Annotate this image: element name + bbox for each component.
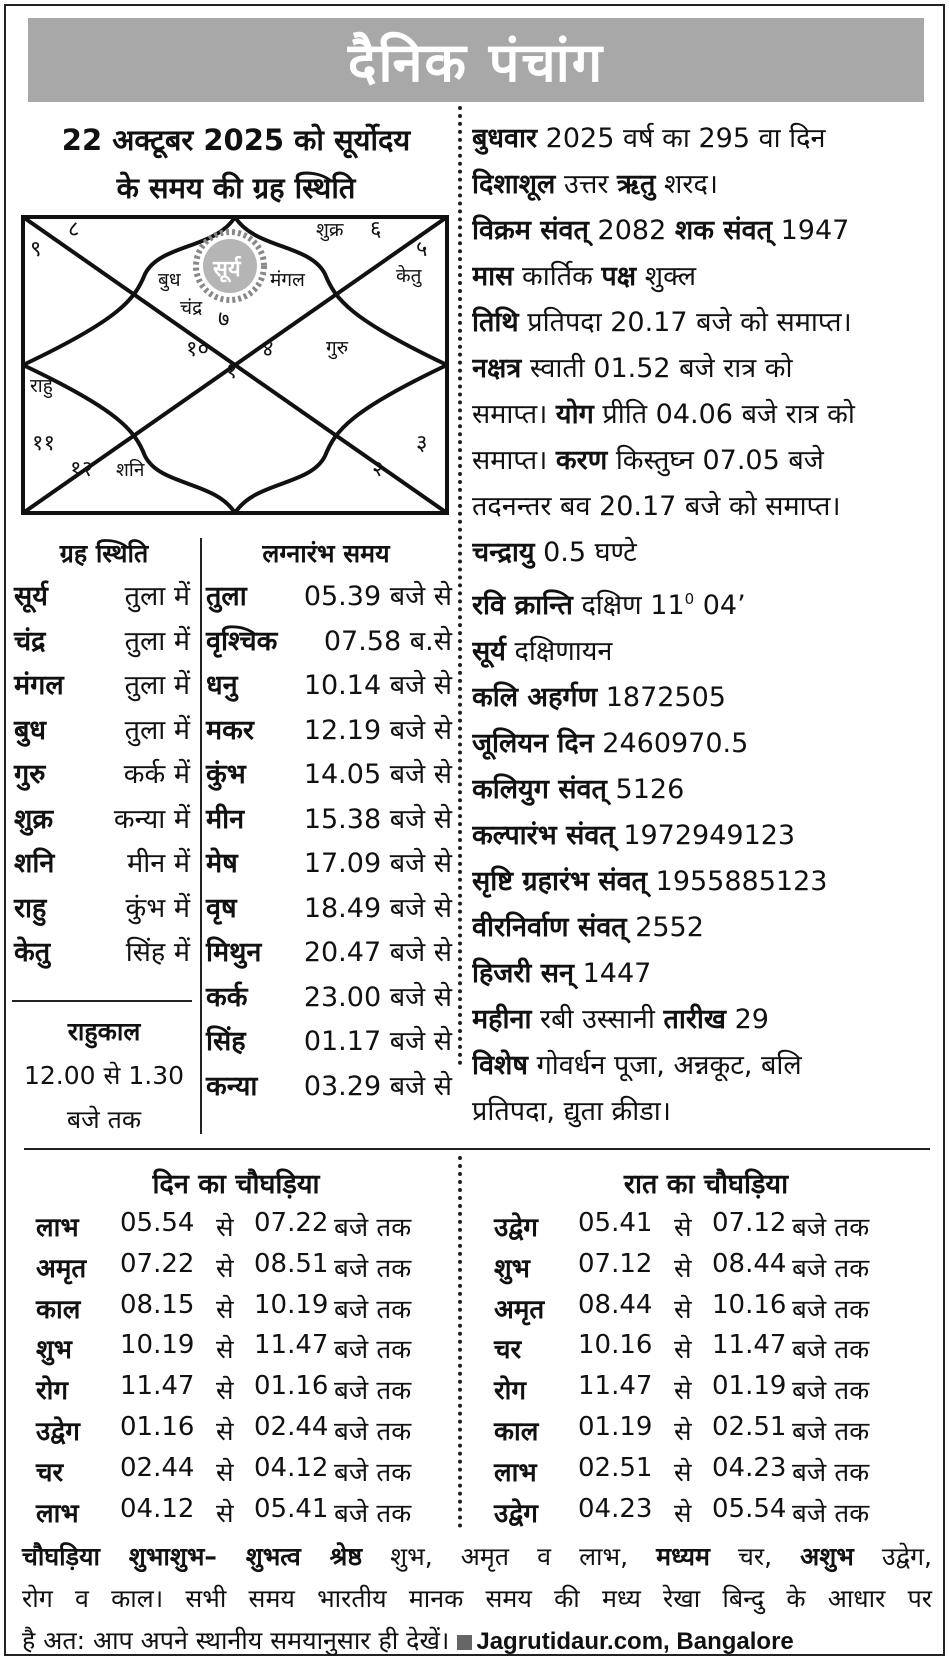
detail-value: 0.5 घण्टे [534,537,637,568]
detail-hijri [472,951,940,997]
panchang-details [472,116,940,1135]
detail-samvat [472,208,940,254]
detail-key: ऋतु [617,169,656,200]
detail-value: दक्षिण 11 [572,590,685,621]
choghadiya-tak: बजे तक [334,1457,412,1488]
detail-karan-cont [472,484,940,530]
choghadiya-se: से [216,1335,234,1366]
planet-name: शनि [14,848,55,879]
grah-row [14,932,190,969]
lagna-row [206,576,452,613]
detail-value: 2025 वर्ष का 295 वा दिन [537,123,826,154]
detail-key: वीरनिर्वाण संवत् [472,912,627,943]
night-choghadiya-row [494,1330,914,1364]
house-number: ९ [30,237,42,262]
lagna-row [206,1066,452,1103]
planet-sun: सूर्य [213,257,241,282]
choghadiya-se: से [674,1498,692,1529]
house-number: १२ [70,457,93,482]
detail-vishesh [472,1043,940,1089]
choghadiya-name: लाभ [36,1213,79,1243]
choghadiya-name: लाभ [494,1457,537,1488]
choghadiya-start: 04.23 [578,1493,653,1524]
choghadiya-tak: बजे तक [792,1253,870,1284]
lagna-rashi: मकर [206,714,254,746]
detail-value: 2552 [626,912,704,943]
choghadiya-end: 08.44 [712,1248,787,1279]
detail-key: बुधवार [472,123,538,154]
lagna-row [206,621,452,658]
lagna-row [206,754,452,791]
footer-text: चर, [709,1542,801,1571]
day-choghadiya-row [36,1371,456,1405]
lagna-row [206,1021,452,1058]
planet-rashi: तुला में [124,670,190,701]
choghadiya-start: 10.19 [120,1330,195,1361]
detail-key: मास [472,261,514,292]
lagna-time: 23.00 बजे से [303,981,452,1013]
choghadiya-start: 08.15 [120,1289,195,1320]
night-choghadiya-row [494,1371,914,1405]
lagna-rashi: तुला [206,581,247,612]
day-choghadiya-row [36,1290,456,1324]
detail-nakshatra [472,346,940,392]
choghadiya-tak: बजे तक [334,1294,412,1325]
detail-value: गोवर्धन पूजा, अन्नकूट, बलि [527,1050,802,1081]
choghadiya-end: 04.23 [712,1452,787,1483]
lagna-row [206,888,452,925]
choghadiya-start: 11.47 [578,1371,653,1402]
choghadiya-name: चर [494,1335,522,1366]
choghadiya-name: अमृत [36,1253,87,1284]
detail-key: महीना [472,1004,532,1035]
footer-line3 [22,1620,932,1663]
detail-value: किस्तुघ्न 07.05 बजे [607,445,824,476]
choghadiya-se: से [216,1294,234,1325]
day-choghadiya-row [36,1453,456,1487]
lagna-rashi: मीन [206,803,245,835]
detail-ravi-kranti [472,576,940,629]
grah-row [14,710,190,747]
choghadiya-se: से [674,1253,692,1284]
choghadiya-end: 04.12 [254,1452,329,1483]
choghadiya-end: 08.51 [254,1248,329,1279]
house-number: ५ [416,237,428,262]
grah-row [14,576,190,613]
choghadiya-start: 05.54 [120,1208,195,1238]
detail-chandrayu [472,530,940,576]
lagna-time: 10.14 बजे से [303,670,452,701]
choghadiya-name: रोग [36,1376,69,1407]
rahukaal-box [14,1010,194,1142]
footer-key: चौघड़िया शुभाशुभ– शुभत्व श्रेष्ठ [22,1542,363,1571]
detail-kaliyug [472,767,940,813]
choghadiya-tak: बजे तक [334,1417,412,1447]
planet-moon: चंद्र [180,297,203,319]
detail-key: सृष्टि ग्रहारंभ संवत् [472,866,648,897]
choghadiya-se: से [674,1417,692,1447]
page-title: दैनिक पंचांग [347,31,605,94]
detail-veernirvan [472,905,940,951]
choghadiya-end: 10.19 [254,1289,329,1320]
choghadiya-name: शुभ [494,1253,530,1284]
choghadiya-start: 01.19 [578,1412,653,1442]
choghadiya-se: से [674,1335,692,1366]
choghadiya-end: 02.51 [712,1412,787,1442]
choghadiya-end: 07.22 [254,1208,329,1238]
detail-value: समाप्त। [472,399,556,430]
choghadiya-start: 05.41 [578,1208,653,1238]
lagna-time: 15.38 बजे से [303,803,452,835]
choghadiya-name: काल [494,1417,539,1447]
choghadiya-name: रोग [494,1376,527,1407]
detail-key: विशेष [472,1050,528,1081]
detail-value: 1447 [574,958,652,989]
choghadiya-name: चर [36,1457,64,1488]
table-divider [200,538,202,1134]
detail-value: 2082 [588,215,675,246]
footer-key: अशुभ [800,1542,854,1571]
detail-key: कल्पारंभ संवत् [472,820,615,851]
choghadiya-start: 08.44 [578,1289,653,1320]
lagna-rashi: कन्या [206,1070,258,1102]
choghadiya-end: 10.16 [712,1289,787,1320]
panchang-page [4,4,945,1656]
lagna-time: 01.17 बजे से [303,1026,452,1057]
detail-value: प्रतिपदा, द्युता क्रीडा। [472,1096,671,1127]
lagna-row [206,932,452,969]
footer-key: मध्यम [656,1542,710,1571]
choghadiya-name: उद्वेग [36,1417,80,1447]
degree-sup: 0 [684,590,695,608]
lagna-row [206,843,452,880]
house-number: ३ [416,431,428,456]
choghadiya-end: 05.54 [712,1493,787,1524]
detail-tithi [472,300,940,346]
choghadiya-se: से [216,1498,234,1529]
lagna-row [206,665,452,702]
detail-kali-ahargan [472,675,940,721]
choghadiya-name: उद्वेग [494,1213,538,1243]
lagna-rashi: मेष [206,848,238,879]
choghadiya-se: से [216,1213,234,1243]
day-choghadiya-header: दिन का चौघड़िया [152,1169,320,1200]
rahukaal-time: 12.00 से 1.30 [23,1061,185,1090]
detail-value: 1955885123 [647,866,828,897]
choghadiya-end: 11.47 [254,1330,329,1361]
horoscope-chart [20,214,450,520]
house-number: १ [226,359,238,384]
detail-value: समाप्त। [472,445,556,476]
detail-vishesh-cont [472,1089,940,1135]
detail-key: रवि क्रान्ति [472,590,573,621]
lagna-rashi: मिथुन [206,937,262,968]
detail-value: 29 [725,1004,769,1035]
detail-value: तदनन्तर बव 20.17 बजे को समाप्त। [472,491,841,522]
chart-heading-line1: 22 अक्टूबर 2025 को सूर्योदय [61,123,411,157]
planet-ketu: केतु [396,265,422,287]
choghadiya-tak: बजे तक [334,1498,412,1529]
lagna-time: 07.58 ब.से [323,625,452,657]
grah-row [14,799,190,836]
choghadiya-start: 07.22 [120,1248,195,1279]
lagna-rashi: वृश्चिक [206,625,278,657]
detail-value: 1872505 [597,682,726,713]
night-choghadiya-header: रात का चौघड़िया [623,1169,789,1200]
detail-value: प्रतिपदा 20.17 बजे को समाप्त। [518,307,852,338]
lagna-time: 18.49 बजे से [303,892,452,924]
choghadiya-se: से [674,1457,692,1488]
choghadiya-se: से [216,1376,234,1407]
detail-value: शरद। [655,169,719,200]
lagna-row [206,977,452,1014]
choghadiya-se: से [674,1213,692,1243]
grah-row [14,665,190,702]
footer-text: शुभ, अमृत व लाभ, [362,1542,657,1571]
choghadiya-name: उद्वेग [494,1498,538,1529]
lagna-row [206,710,452,747]
choghadiya-tak: बजे तक [334,1335,412,1366]
lagna-header: लग्नारंभ समय [262,539,390,568]
night-choghadiya-row [494,1494,914,1528]
footer-note [22,1536,932,1663]
footer-text: उद्वेग, [853,1542,932,1571]
detail-weekday [472,116,940,162]
detail-value: दक्षिणायन [505,636,613,667]
detail-julian-day [472,721,940,767]
house-number: ७ [218,307,230,332]
detail-kalparambh [472,813,940,859]
lagna-time: 12.19 बजे से [303,714,452,746]
planet-name: मंगल [14,670,64,701]
lagna-time: 03.29 बजे से [303,1070,452,1102]
day-choghadiya-row [36,1412,456,1446]
detail-mahina [472,997,940,1043]
detail-key: दिशाशूल [472,169,556,200]
planet-rahu: राहु [30,375,53,397]
lagna-rashi: वृष [206,892,237,924]
day-choghadiya-row [36,1494,456,1528]
chart-heading-line2: के समय की ग्रह स्थिति [116,171,356,205]
chart-svg [20,214,450,516]
day-choghadiya-row [36,1330,456,1364]
detail-key: तारीख [663,1004,726,1035]
detail-value: कार्तिक [513,261,602,292]
detail-key: योग [555,399,594,430]
choghadiya-tak: बजे तक [792,1417,870,1447]
choghadiya-tak: बजे तक [792,1457,870,1488]
section-divider [24,1148,930,1150]
planet-name: गुरु [14,759,46,790]
footer-text: है अत: आप अपने स्थानीय समयानुसार ही देखें। [22,1626,450,1655]
lagna-rashi: सिंह [206,1026,246,1057]
choghadiya-tak: बजे तक [334,1213,412,1243]
choghadiya-end: 05.41 [254,1493,329,1524]
planet-name: केतु [14,937,51,968]
choghadiya-end: 07.12 [712,1208,787,1238]
planet-name: सूर्य [14,581,48,612]
house-number: २ [372,457,384,482]
planet-mercury: बुध [158,269,181,291]
planet-name: राहु [14,892,47,924]
detail-value: उत्तर [555,169,618,200]
planet-rashi: कर्क में [123,759,190,790]
choghadiya-start: 01.16 [120,1412,195,1442]
detail-key: करण [555,445,608,476]
day-choghadiya-row [36,1249,456,1283]
title-banner [28,18,924,102]
choghadiya-name: लाभ [36,1498,79,1529]
detail-srishti [472,859,940,905]
choghadiya-start: 10.16 [578,1330,653,1361]
choghadiya-se: से [674,1294,692,1325]
planet-rashi: कन्या में [113,803,190,835]
grah-row [14,621,190,658]
planet-name: चंद्र [14,625,46,657]
house-number: ४ [262,337,274,362]
lagna-time: 17.09 बजे से [303,848,452,879]
planet-rashi: तुला में [124,714,190,746]
house-number: १० [186,337,209,362]
choghadiya-tak: बजे तक [792,1294,870,1325]
choghadiya-divider [458,1156,462,1528]
detail-key: नक्षत्र [472,353,522,384]
planet-rashi: मीन में [127,848,190,879]
lagna-time: 20.47 बजे से [303,937,452,968]
rahukaal-suffix: बजे तक [66,1105,142,1134]
lagna-rashi: कुंभ [206,759,246,790]
detail-value: प्रीति 04.06 बजे रात्र को [593,399,855,430]
detail-key: सूर्य [472,636,506,667]
choghadiya-end: 11.47 [712,1330,787,1361]
lagna-time: 05.39 बजे से [303,581,452,612]
lagna-row [206,799,452,836]
planet-rashi: कुंभ में [125,892,190,924]
grah-row [14,888,190,925]
detail-karan [472,438,940,484]
choghadiya-tak: बजे तक [792,1213,870,1243]
detail-key: जूलियन दिन [472,728,594,759]
choghadiya-se: से [674,1376,692,1407]
choghadiya-start: 07.12 [578,1248,653,1279]
detail-key: चन्द्रायु [472,537,535,568]
planet-jupiter: गुरु [326,337,349,359]
choghadiya-name: काल [36,1294,81,1325]
detail-value: रबी उस्सानी [531,1004,664,1035]
rahukaal-divider [12,1000,192,1002]
detail-key: हिजरी सन् [472,958,575,989]
choghadiya-start: 04.12 [120,1493,195,1524]
choghadiya-tak: बजे तक [792,1498,870,1529]
detail-key: कलियुग संवत् [472,774,607,805]
detail-yog [472,392,940,438]
choghadiya-name: शुभ [36,1335,72,1366]
choghadiya-end: 02.44 [254,1412,329,1442]
grah-sthiti-header: ग्रह स्थिति [59,539,149,568]
planet-name: बुध [14,714,47,746]
night-choghadiya-row [494,1208,914,1242]
detail-key: तिथि [472,307,519,338]
planet-rashi: सिंह में [125,937,190,968]
planet-venus: शुक्र [316,219,344,241]
house-number: ११ [32,431,55,456]
planet-saturn: शनि [116,459,145,481]
planet-rashi: तुला में [124,625,190,657]
detail-value: शुक्ल [636,261,697,292]
day-choghadiya-row [36,1208,456,1242]
detail-surya [472,629,940,675]
choghadiya-end: 01.16 [254,1371,329,1402]
choghadiya-se: से [216,1457,234,1488]
detail-value: 5126 [606,774,685,805]
planet-rashi: तुला में [124,581,190,612]
choghadiya-tak: बजे तक [792,1335,870,1366]
planet-mars: मंगल [270,269,305,291]
detail-value: 1972949123 [614,820,796,851]
choghadiya-tak: बजे तक [334,1376,412,1407]
footer-line2: रोग व काल। सभी समय भारतीय मानक समय की मध्य रेखा बिन्दु के आधार पर [22,1584,932,1613]
detail-dishashool [472,162,940,208]
night-choghadiya-row [494,1290,914,1324]
footer-line1 [22,1536,932,1578]
choghadiya-name: अमृत [494,1294,545,1325]
chart-heading [16,116,456,212]
night-choghadiya-row [494,1453,914,1487]
night-choghadiya-row [494,1249,914,1283]
choghadiya-se: से [216,1417,234,1447]
lagna-rashi: कर्क [206,981,248,1013]
choghadiya-start: 11.47 [120,1371,195,1402]
night-choghadiya-row [494,1412,914,1446]
choghadiya-tak: बजे तक [334,1253,412,1284]
detail-value: 2460970.5 [593,728,749,759]
choghadiya-start: 02.51 [578,1452,653,1483]
detail-maas [472,254,940,300]
lagna-time: 14.05 बजे से [303,759,452,790]
detail-key: कलि अहर्गण [472,682,598,713]
choghadiya-tak: बजे तक [792,1376,870,1407]
square-icon [457,1635,472,1650]
house-number: ६ [370,217,382,242]
rahukaal-label: राहुकाल [67,1017,141,1046]
grah-row [14,754,190,791]
detail-key: शक संवत् [674,215,772,246]
detail-value: 1947 [772,215,850,246]
choghadiya-se: से [216,1253,234,1284]
grah-row [14,843,190,880]
choghadiya-end: 01.19 [712,1371,787,1402]
detail-value: 04’ [694,590,746,621]
detail-value: स्वाती 01.52 बजे रात्र को [521,353,793,384]
lagna-rashi: धनु [206,670,238,701]
site-credit: Jagrutidaur.com, Bangalore [476,1628,794,1655]
planet-name: शुक्र [14,803,54,835]
house-number: ८ [68,217,80,242]
detail-key: विक्रम संवत् [472,215,589,246]
detail-key: पक्ष [601,261,637,292]
choghadiya-start: 02.44 [120,1452,195,1483]
column-divider [458,106,462,1066]
